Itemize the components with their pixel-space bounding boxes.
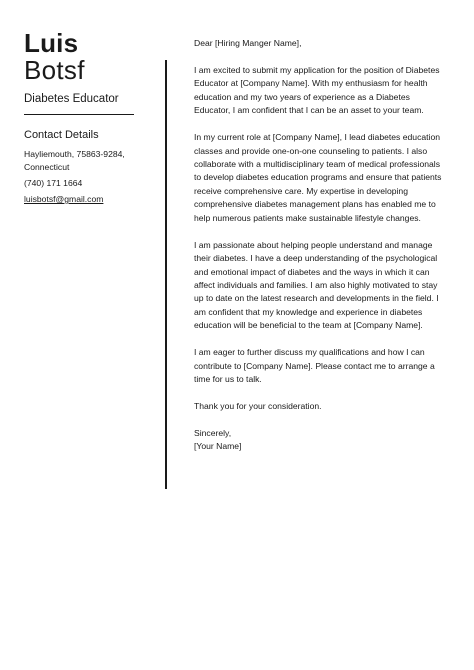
letter-paragraph-2: In my current role at [Company Name], I lead diabetes education classes and provide one-on-one counseling to patients. I also collaborate with a multidisciplinary team of medical professionals to develop diabetes education programs and ensure that patients receive comprehensive care. My expertise in developing comprehensive diabetes management plans has enabled me to help numerous patients make sustainable lifestyle changes.: [194, 132, 442, 223]
sidebar: [24, 30, 136, 206]
letter-signature: [Your Name]: [194, 441, 242, 452]
header-rule: [24, 114, 134, 115]
contact-address-line1: Hayliemouth, 75863-9284,: [24, 149, 125, 159]
letter-paragraph-4: I am eager to further discuss my qualifications and how I can contribute to [Company Name]. Please contact me to arrange a time for us to talk.: [194, 347, 435, 385]
letter-paragraph-3: I am passionate about helping people understand and manage their diabetes. I have a deep understanding of the psychological and emotional impact of diabetes and the ways in which it can affect individuals and families. I am also highly motivated to stay up to date on the latest research and developments in the field. I am confident that my knowledge and experience in diabetes education will be beneficial to the team at [Company Name].: [194, 239, 439, 331]
vertical-divider: [165, 60, 167, 489]
letter-paragraph-5: Thank you for your consideration.: [194, 400, 322, 411]
last-name: Botsf: [24, 55, 85, 85]
letter-salutation: Dear [Hiring Manger Name],: [194, 38, 302, 48]
letter-body: [194, 37, 444, 454]
contact-phone: (740) 171 1664: [24, 178, 83, 188]
contact-address-line2: Connecticut: [24, 162, 70, 172]
letter-paragraph-1: I am excited to submit my application for the position of Diabetes Educator at [Company Name]. With my enthusiasm for health education and my two years of experience as a Diabetes Educator, I am confident that I can be an asset to your team.: [194, 64, 440, 116]
contact-email-link[interactable]: luisbotsf@gmail.com: [24, 194, 104, 204]
letter-closing: Sincerely,: [194, 427, 232, 438]
job-title: Diabetes Educator: [24, 93, 119, 105]
first-name: Luis: [24, 28, 79, 58]
contact-details-heading: Contact Details: [24, 129, 99, 141]
